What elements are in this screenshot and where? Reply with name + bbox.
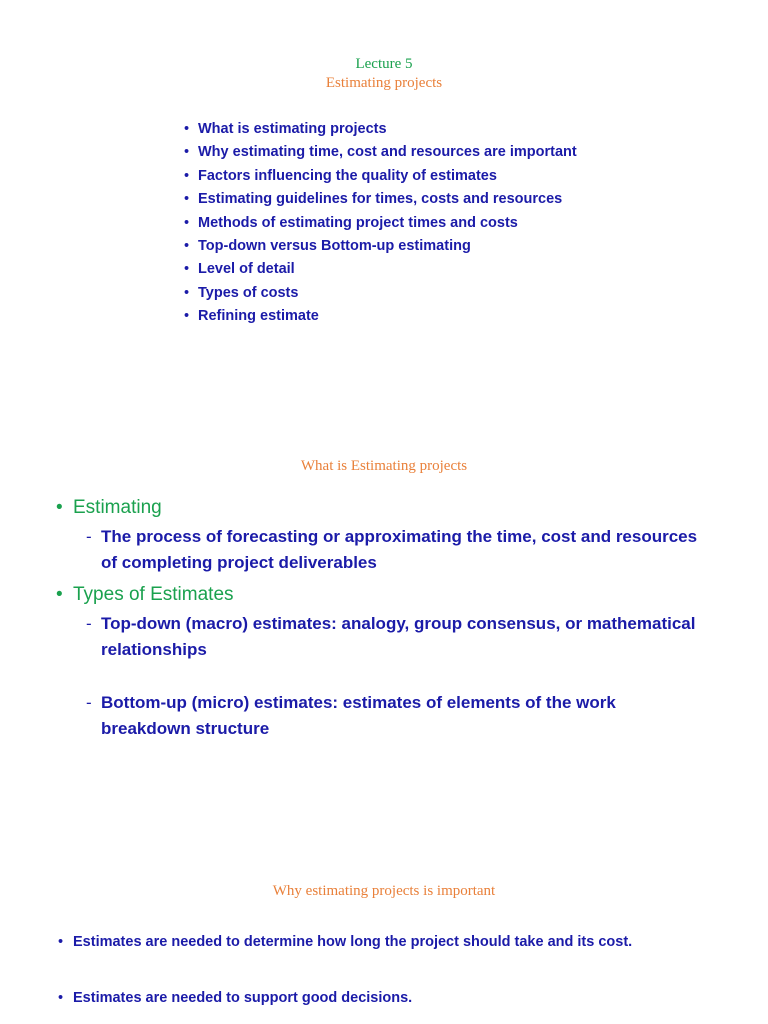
section-title-why-important: Why estimating projects is important [272,883,496,899]
bullet-heading-estimating: • Estimating [56,494,736,522]
list-item: • Level of detail [184,259,577,282]
topics-list [184,119,577,330]
lecture-number: Lecture 5 [355,56,413,72]
sub-bullet [86,524,701,576]
list-item: • Refining estimate [184,306,577,329]
list-item: • Estimates are needed to support good decisions. [58,988,748,1008]
dash-marker: - [86,527,92,546]
sub-bullet-text: Bottom-up (micro) estimates: estimates of elements of the work breakdown structure [101,693,616,738]
importance-list-continued [58,988,748,1008]
sub-bullet-text: The process of forecasting or approximating the time, cost and resources of completing project deliverables [101,527,698,572]
list-item: • Why estimating time, cost and resources are important [184,142,577,165]
list-item: • Estimates are needed to determine how long the project should take and its cost. [58,932,748,952]
dash-marker: - [86,693,92,712]
sub-bullet [86,611,701,663]
list-item: • What is estimating projects [184,119,577,142]
list-item: • Methods of estimating project times and costs [184,213,577,236]
bullet-heading-types: • Types of Estimates [56,581,736,609]
list-item: • Factors influencing the quality of estimates [184,166,577,189]
dash-marker: - [86,614,92,633]
list-item: • Estimating guidelines for times, costs and resources [184,189,577,212]
estimating-section [56,494,736,742]
importance-list [58,932,748,952]
lecture-title: Estimating projects [325,75,443,91]
list-item: • Top-down versus Bottom-up estimating [184,236,577,259]
sub-bullet-text: Top-down (macro) estimates: analogy, group consensus, or mathematical relationships [101,614,696,659]
sub-bullet [86,690,701,742]
section-title-what-is: What is Estimating projects [300,458,468,474]
list-item: • Types of costs [184,283,577,306]
